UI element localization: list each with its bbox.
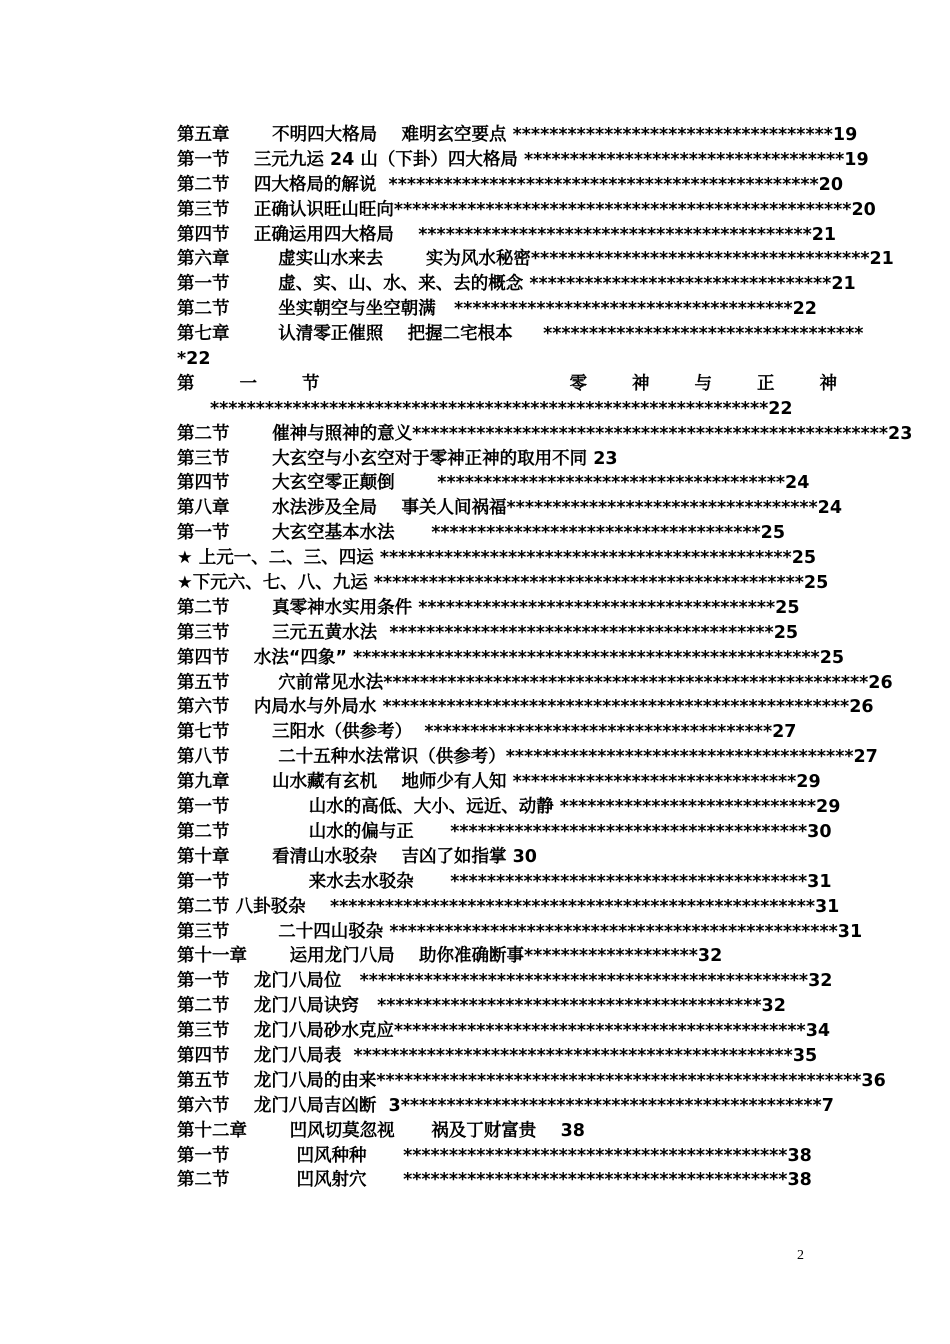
toc-line: *22: [177, 349, 211, 370]
toc-line: 第九章 山水藏有玄机 地师少有人知 *******************************29: [177, 772, 821, 793]
toc-spacer: [365, 372, 525, 397]
table-of-contents: [177, 123, 913, 1193]
toc-line: 第五章 不明四大格局 难明玄空要点 ***********************************19: [177, 125, 858, 145]
toc-line: 第一节 三元九运 24 山（下卦）四大格局 ***********************************19: [177, 149, 869, 170]
toc-line: 第一节 凹风种种 ******************************************38: [177, 1145, 812, 1166]
toc-line: 第二节 山水的偏与正 ***************************************30: [177, 821, 832, 842]
toc-line: 第三节 龙门八局砂水克应*********************************************34: [177, 1021, 831, 1042]
toc-line: 第三节 三元五黄水法 ******************************************25: [177, 622, 799, 643]
toc-line: 第六节 龙门八局吉凶断 3**********************************************7: [177, 1095, 834, 1116]
toc-char: 神: [632, 373, 650, 394]
toc-line: *************************************************************22: [210, 398, 793, 419]
toc-line-justified: [177, 372, 837, 397]
toc-line: 第三节 正确认识旺山旺向**************************************************20: [177, 199, 876, 220]
toc-line: 第十二章 凹风切莫忽视 祸及丁财富贵 38: [177, 1120, 585, 1141]
toc-char: 节: [302, 373, 320, 394]
toc-line: 第三节 二十四山驳杂 *************************************************31: [177, 921, 863, 942]
toc-char: 零: [569, 373, 587, 394]
toc-line: 第八节 二十五种水法常识（供参考）**************************************27: [177, 747, 878, 768]
toc-line: 第四节 水法“四象” ***************************************************25: [177, 647, 845, 668]
toc-line: 第二节 凹风射穴 ******************************************38: [177, 1170, 812, 1191]
toc-char: 与: [694, 373, 712, 394]
toc-line: ★ 上元一、二、三、四运 *********************************************25: [177, 548, 817, 569]
toc-line: 第四节 大玄空零正颠倒 **************************************24: [177, 473, 810, 494]
toc-line: 第一节 山水的高低、大小、远近、动静 ****************************29: [177, 797, 841, 818]
toc-line: 第二节 催神与照神的意义****************************************************23: [177, 423, 913, 444]
toc-line: 第三节 大玄空与小玄空对于零神正神的取用不同 23: [177, 448, 618, 469]
toc-line: 第八章 水法涉及全局 事关人间祸福**********************************24: [177, 498, 843, 519]
toc-line: 第七章 认清零正催照 把握二宅根本 ***********************************: [177, 324, 864, 345]
toc-char: 第: [177, 373, 195, 394]
toc-line: 第二节 真零神水实用条件 ***************************************25: [177, 597, 800, 618]
toc-line: 第一节 龙门八局位 *************************************************32: [177, 971, 833, 992]
toc-line: 第二节 龙门八局诀窍 ******************************************32: [177, 996, 786, 1017]
toc-line: ★下元六、七、八、九运 ***********************************************25: [177, 573, 829, 594]
toc-line: 第五节 龙门八局的由来*****************************************************36: [177, 1070, 886, 1091]
toc-line: 第一节 来水去水驳杂 ***************************************31: [177, 871, 832, 892]
toc-line: 第一节 虚、实、山、水、来、去的概念 *********************************21: [177, 274, 856, 295]
toc-lines-continued: [177, 422, 913, 1194]
toc-line: 第七节 三阳水（供参考） **************************************27: [177, 722, 797, 743]
toc-line: 第二节 八卦驳杂 *****************************************************31: [177, 896, 840, 917]
toc-line: 第十章 看清山水驳杂 吉凶了如指掌 30: [177, 846, 537, 867]
toc-line: 第四节 正确运用四大格局 *******************************************21: [177, 224, 837, 245]
toc-char: 神: [819, 373, 837, 394]
toc-char: 一: [239, 373, 257, 394]
page-number: 2: [797, 1248, 804, 1263]
toc-line: 第十一章 运用龙门八局 助你准确断事*******************32: [177, 946, 723, 967]
toc-line: 第二节 四大格局的解说 ***********************************************20: [177, 174, 844, 195]
toc-char: 正: [757, 373, 775, 394]
toc-line: 第二节 坐实朝空与坐空朝满 *************************************22: [177, 299, 817, 320]
toc-line: 第五节 穴前常见水法*****************************************************26: [177, 672, 893, 693]
toc-line: 第一节 大玄空基本水法 ************************************25: [177, 523, 786, 544]
toc-line: 第六节 内局水与外局水 ***************************************************26: [177, 697, 874, 718]
toc-line: 第四节 龙门八局表 ************************************************35: [177, 1045, 818, 1066]
toc-line: 第六章 虚实山水来去 实为风水秘密*************************************21: [177, 249, 894, 270]
